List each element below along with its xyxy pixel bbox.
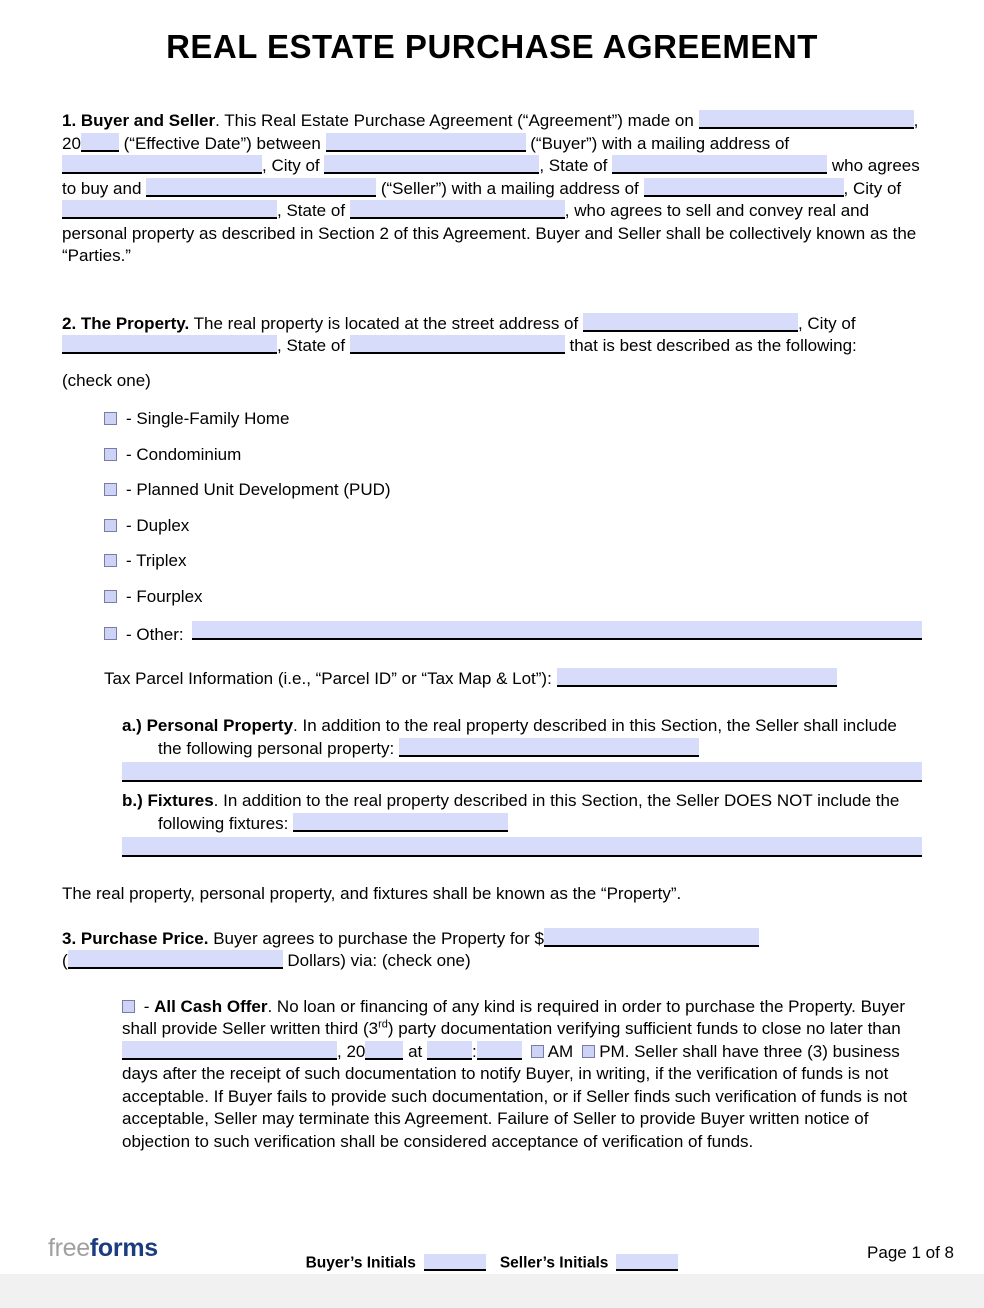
fixtures-heading: Fixtures [147,791,214,811]
seller-initials-field[interactable] [616,1254,678,1271]
check-one-label: (check one) [62,370,151,390]
effective-year-field[interactable] [81,133,119,152]
checkbox-pm[interactable] [582,1045,595,1058]
page-bottom-band [0,1274,984,1308]
subsection-a [122,715,922,782]
text-run: The real property is located at the street address of [189,313,583,333]
checkbox-single-family-home[interactable] [104,412,117,425]
option-label: - Other: [126,625,184,645]
option-row [104,479,922,502]
initials-row [0,1254,984,1272]
property-state-field[interactable] [350,335,565,354]
text-run: ) party documentation verifying sufficient funds to close no later than [387,1019,901,1039]
text-run: , City of [797,313,856,333]
seller-address-field[interactable] [644,178,844,197]
option-row [104,550,922,573]
text-run: . In addition to the real property described in this Section, the Seller DOES NOT include the following fixtures: [158,791,900,833]
subsection-b [122,790,922,857]
text-run: , 20 [62,111,919,153]
personal-property-heading: Personal Property [146,716,294,736]
section-3-heading: 3. Purchase Price. [62,928,209,948]
text-run: . This Real Estate Purchase Agreement (“Agreement”) made on [215,111,699,131]
text-run: who agrees to buy and [62,156,920,198]
pm-label: PM [599,1041,625,1061]
option-label: - Duplex [126,515,190,535]
personal-property-text [122,715,922,760]
buyer-initials-field[interactable] [424,1254,486,1271]
street-address-field[interactable] [583,313,798,332]
checkbox-condominium[interactable] [104,448,117,461]
text-run: Dollars) via: (check one) [282,951,471,971]
option-label: - Condominium [126,444,242,464]
text-run: . Seller shall have three (3) business days after the receipt of such documentation to notify Buyer, in writing, if the verification of funds is not acceptable. If Buyer fails to provide such documentation, or if Seller finds such verification of funds is not acceptable, Seller may terminate this Agreement. Failure of Seller to provide Buyer written notice of objection to such verification shall be considered acceptance of verification of funds. [122,1041,908,1151]
checkbox-pud[interactable] [104,483,117,496]
option-label: - Planned Unit Development (PUD) [126,480,391,500]
page-number: Page 1 of 8 [867,1243,954,1262]
effective-date-field[interactable] [699,110,914,129]
fixtures-field-line2[interactable] [122,837,922,857]
sellers-initials-label: Seller’s Initials [499,1254,609,1272]
section-1-paragraph [62,110,922,268]
other-property-type-field[interactable] [192,621,922,640]
text-run: , State of [539,156,613,176]
text-run: , 20 [337,1041,366,1061]
fixtures-field[interactable] [293,813,508,832]
checkbox-fourplex[interactable] [104,590,117,603]
tax-parcel-line [104,668,922,691]
purchase-price-field[interactable] [544,928,759,947]
page-title: REAL ESTATE PURCHASE AGREEMENT [166,28,818,65]
buyer-city-field[interactable] [324,155,539,174]
text-run: (“Effective Date”) between [118,133,326,153]
tax-parcel-field[interactable] [557,668,837,687]
text-run: . In addition to the real property described in this Section, the Seller shall include the following personal property: [158,716,897,758]
text-run: that is best described as the following: [564,336,857,356]
text-run: Buyer agrees to purchase the Property for $ [208,928,544,948]
text-run: ( [62,951,68,971]
text-run: at [403,1041,427,1061]
personal-property-field-line2[interactable] [122,762,922,782]
seller-name-field[interactable] [146,178,376,197]
text-run: , State of [277,201,350,221]
fixtures-text [122,790,922,835]
option-row [104,444,922,467]
option-label: - Fourplex [126,586,203,606]
option-row [104,408,922,431]
text-run: , who agrees to sell and convey real and personal property as described in Section 2 of this Agreement. Buyer and Seller shall be collectively known as the “Parties.” [62,201,917,266]
all-cash-offer-heading: All Cash Offer [154,996,268,1016]
checkbox-all-cash-offer[interactable] [122,1000,135,1013]
buyer-state-field[interactable] [612,155,827,174]
option-label: - Triplex [126,551,187,571]
option-label: - Single-Family Home [126,409,290,429]
tax-parcel-label: Tax Parcel Information (i.e., “Parcel ID” or “Tax Map & Lot”): [104,668,557,688]
seller-city-field[interactable] [62,200,277,219]
purchase-price-words-field[interactable] [68,950,283,969]
buyers-initials-label: Buyer’s Initials [305,1254,416,1272]
text-run: , State of [277,336,350,356]
funds-close-date-field[interactable] [122,1041,337,1060]
buyer-address-field[interactable] [62,155,262,174]
checkbox-triplex[interactable] [104,554,117,567]
section-2-paragraph [62,313,922,358]
funds-close-minute-field[interactable] [477,1041,522,1060]
logo-free-text: free [48,1234,90,1262]
checkbox-other[interactable] [104,627,117,640]
text-run: . No loan or financing of any kind is required in order to purchase the Property. Buyer shall provide Seller written third (3 [122,996,906,1039]
text-run: , City of [843,178,902,198]
property-type-options [104,408,922,647]
text-run: , City of [262,156,325,176]
section-3-paragraph [62,928,922,973]
text-run: (“Seller”) with a mailing address of [376,178,644,198]
ordinal-suffix: rd [378,1018,388,1031]
subsection-a-label: a.) [122,716,142,736]
seller-state-field[interactable] [350,200,565,219]
buyer-name-field[interactable] [326,133,526,152]
option-row [104,586,922,609]
checkbox-am[interactable] [531,1045,544,1058]
text-run: (“Buyer”) with a mailing address of [525,133,790,153]
option-row [104,515,922,538]
property-city-field[interactable] [62,335,277,354]
all-cash-offer-block [122,996,922,1154]
checkbox-duplex[interactable] [104,519,117,532]
section-2-heading: 2. The Property. [62,313,190,333]
property-definition-note: The real property, personal property, and fixtures shall be known as the “Property”. [62,884,682,904]
am-label: AM [547,1041,574,1061]
option-row-other [104,621,922,647]
text-run: - [139,996,155,1016]
funds-close-year-field[interactable] [365,1041,403,1060]
logo-forms-text: forms [89,1234,158,1262]
funds-close-hour-field[interactable] [427,1041,472,1060]
subsection-b-label: b.) [122,791,143,811]
section-1-heading: 1. Buyer and Seller [62,111,216,131]
page-content [62,0,922,1153]
personal-property-field[interactable] [399,738,699,757]
text-run: : [471,1041,477,1061]
